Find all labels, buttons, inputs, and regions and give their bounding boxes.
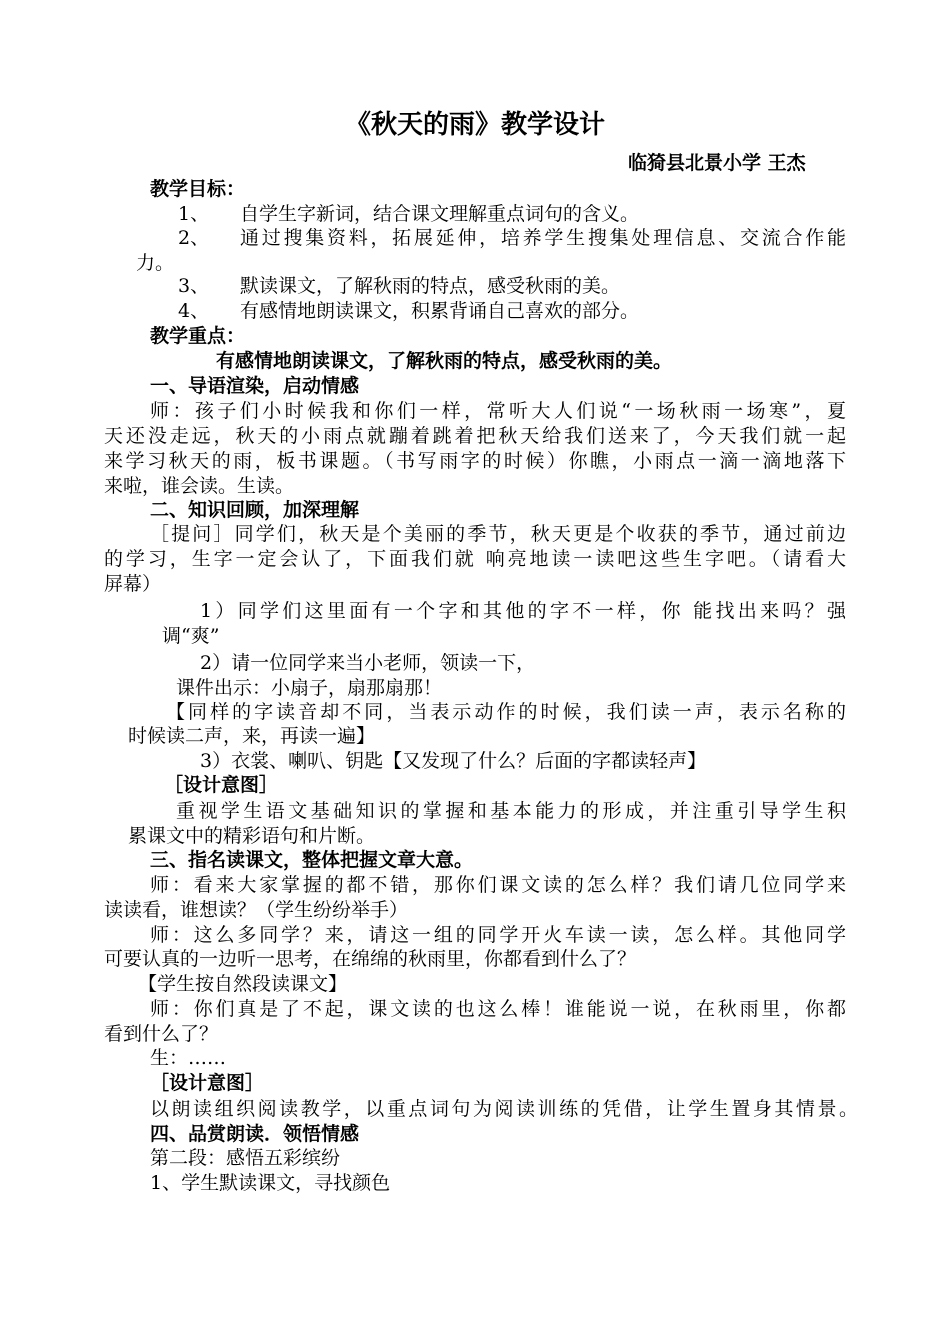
author-line: 临猗县北景小学 王杰 — [628, 152, 806, 174]
goals-heading: 教学目标： — [150, 178, 246, 200]
paragraph-line: 1、学生默读课文，寻找颜色 — [150, 1172, 391, 1194]
paragraph-line: 师：孩子们小时候我和你们一样，常听大人们说“一场秋雨一场寒”，夏 — [150, 400, 846, 422]
paragraph-line: 天还没走远，秋天的小雨点就蹦着跳着把秋天给我们送来了，今天我们就一起 — [104, 425, 846, 447]
paragraph-line: 的学习，生字一定会认了，下面我们就 响亮地读一读吧这些生字吧。（请看大 — [104, 548, 846, 570]
key-heading: 教学重点： — [150, 325, 246, 347]
goal-text: 默读课文，了解秋雨的特点，感受秋雨的美。 — [240, 275, 621, 297]
goal-number: 1、 — [178, 203, 210, 225]
paragraph-line: 读读看，谁想读？（学生纷纷举手） — [104, 899, 409, 921]
list-item: 1）同学们这里面有一个字和其他的字不一样，你 能找出来吗？强 — [200, 600, 846, 622]
goal-text: 有感情地朗读课文，积累背诵自己喜欢的部分。 — [240, 300, 640, 322]
goal-number: 3、 — [178, 275, 210, 297]
goal-text-continuation: 力。 — [136, 252, 175, 274]
section-heading: 四、品赏朗读．领悟情感 — [150, 1123, 360, 1145]
paragraph-line: 来啦，谁会读。生读。 — [104, 475, 295, 497]
paragraph-line: 可要认真的一边听一思考，在绵绵的秋雨里，你都看到什么了？ — [104, 948, 637, 970]
goal-number: 4、 — [178, 300, 210, 322]
key-text: 有感情地朗读课文，了解秋雨的特点，感受秋雨的美。 — [216, 350, 673, 372]
goal-text: 通过搜集资料，拓展延伸，培养学生搜集处理信息、交流合作能 — [240, 227, 846, 249]
paragraph-line: 师：你们真是了不起，课文读的也这么棒！谁能说一说，在秋雨里，你都 — [150, 998, 846, 1020]
section-heading: 二、知识回顾，加深理解 — [150, 499, 360, 521]
design-intent-label: ［设计意图］ — [150, 1072, 265, 1094]
note-line-continuation: 时候读二声，来，再读一遍】 — [128, 725, 376, 747]
design-intent-label: ［设计意图］ — [164, 774, 279, 796]
paragraph-line: 重视学生语文基础知识的掌握和基本能力的形成，并注重引导学生积 — [176, 800, 846, 822]
paragraph-line: 累课文中的精彩语句和片断。 — [128, 825, 376, 847]
list-item-continuation: 调“爽” — [162, 625, 220, 647]
goal-text: 自学生字新词，结合课文理解重点词句的含义。 — [240, 203, 640, 225]
paragraph-line: 以朗读组织阅读教学，以重点词句为阅读训练的凭借，让学生置身其情景。 — [150, 1098, 858, 1120]
list-item: 3）衣裳、喇叭、钥匙【又发现了什么？后面的字都读轻声】 — [200, 750, 707, 772]
document-title: 《秋天的雨》教学设计 — [344, 110, 605, 140]
paragraph-line: 屏幕） — [104, 573, 162, 595]
goal-number: 2、 — [178, 227, 210, 249]
paragraph-line: 第二段：感悟五彩缤纷 — [150, 1147, 341, 1169]
section-heading: 一、导语渲染，启动情感 — [150, 375, 360, 397]
paragraph-line: 【学生按自然段读课文】 — [138, 973, 348, 995]
courseware-line: 课件出示：小扇子，扇那扇那！ — [176, 677, 443, 699]
paragraph-line: 生：…… — [150, 1047, 227, 1069]
paragraph-line: 来学习秋天的雨，板书课题。（书写雨字的时候）你瞧，小雨点一滴一滴地落下 — [104, 450, 846, 472]
note-line: 【同样的字读音却不同，当表示动作的时候，我们读一声，表示名称的 — [166, 701, 846, 723]
paragraph-line: 看到什么了？ — [104, 1023, 219, 1045]
paragraph-line: 师：看来大家掌握的都不错，那你们课文读的怎么样？我们请几位同学来 — [150, 874, 846, 896]
paragraph-line: ［提问］同学们，秋天是个美丽的季节，秋天更是个收获的季节，通过前边 — [150, 523, 846, 545]
list-item: 2）请一位同学来当小老师，领读一下， — [200, 652, 536, 674]
paragraph-line: 师：这么多同学？来，请这一组的同学开火车读一读，怎么样。其他同学 — [150, 924, 846, 946]
section-heading: 三、指名读课文，整体把握文章大意。 — [150, 849, 474, 871]
